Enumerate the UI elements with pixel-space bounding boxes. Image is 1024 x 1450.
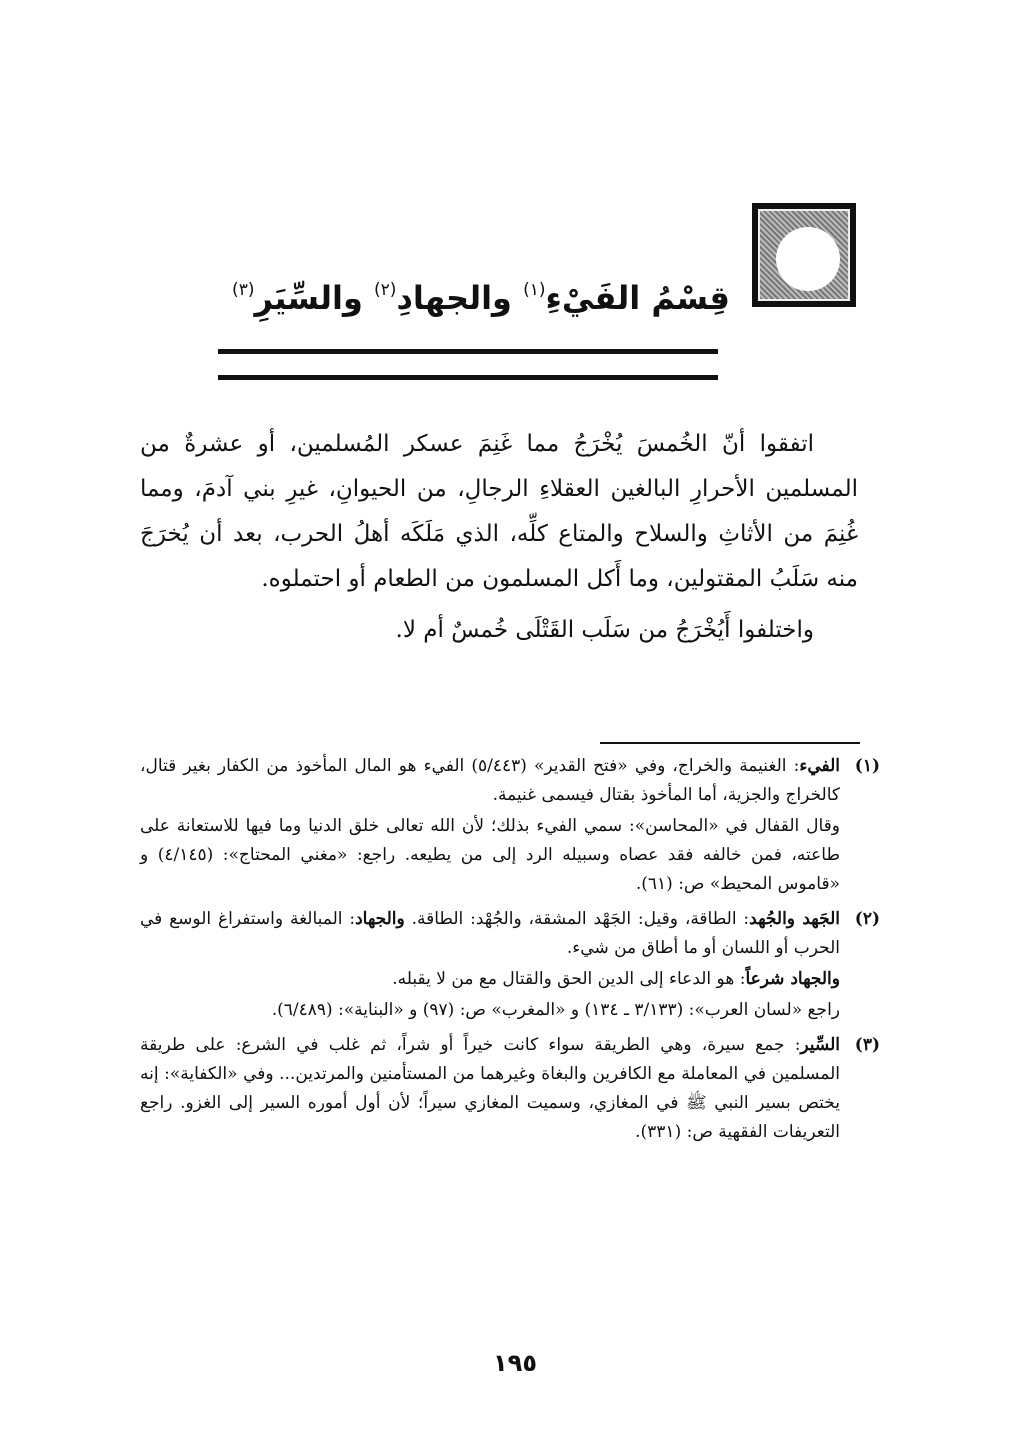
footnote-2 xyxy=(140,905,880,1025)
main-text xyxy=(140,422,858,653)
title-part-jihad: والجهادِ xyxy=(396,279,524,317)
title-footnote-ref-1[interactable]: (١) xyxy=(523,280,546,300)
footnote-1 xyxy=(140,752,880,899)
title-rule-top xyxy=(218,349,718,354)
footnote-text: وقال القفال في «المحاسن»: سمي الفيء بذلك؛ لأن الله تعالى خلق الدنيا وما فيها للاستعانة على طاعته، فمن خالفه فقد عصاه وسبيله الرد إلى من يطيعه. راجع: «مغني المحتاج»: (٤/١٤٥) و «قاموس المحيط» ص: (٦١). xyxy=(140,816,841,894)
footnote-paragraph xyxy=(140,965,840,994)
footnote-number: (٢) xyxy=(854,909,880,929)
footnote-paragraph xyxy=(140,996,840,1025)
footnote-text: : الطاقة، وقيل: الجَهْد المشقة، والجُهْد: الطاقة. xyxy=(404,909,750,929)
chapter-title xyxy=(230,262,730,318)
footnote-paragraph xyxy=(140,1031,840,1147)
chapter-ornament xyxy=(752,203,856,307)
ornament-circle xyxy=(776,227,840,291)
footnote-3 xyxy=(140,1031,880,1147)
main-paragraph-2: واختلفوا أَيُخْرَجُ من سَلَب القَتْلَى خُمسٌ أم لا. xyxy=(395,617,814,643)
footnote-term: الفيء xyxy=(799,756,841,776)
ornament-frame xyxy=(758,209,850,301)
footnote-text: : الغنيمة والخراج، وفي «فتح القدير» (٥/٤٤٣) الفيء هو المال المأخوذ من الكفار بغير قتال، كالخراج والجزية، أما المأخوذ بقتال فيسمى غنيمة. xyxy=(140,756,840,805)
title-rule-bottom xyxy=(218,375,718,380)
footnote-text: : هو الدعاء إلى الدين الحق والقتال مع من لا يقبله. xyxy=(392,969,746,989)
footnote-paragraph xyxy=(140,812,840,899)
title-footnote-ref-2[interactable]: (٢) xyxy=(374,280,397,300)
footnote-term: السِّير xyxy=(800,1035,840,1055)
footnote-number: (٣) xyxy=(854,1035,880,1055)
title-footnote-ref-3[interactable]: (٣) xyxy=(232,280,255,300)
footnote-paragraph xyxy=(140,905,840,963)
footnote-paragraph xyxy=(140,752,840,810)
footnote-text: راجع «لسان العرب»: (٣/١٣٣ ـ ١٣٤) و «المغرب» ص: (٩٧) و «البناية»: (٦/٤٨٩). xyxy=(271,1000,840,1020)
footnote-text: : جمع سيرة، وهي الطريقة سواء كانت خيراً أو شراً، ثم غلب في الشرع: على طريقة المسلمين في المعاملة مع الكافرين والبغاة وغيرهما من المستأمنين والمرتدين... وفي «الكفاية»: إنه يختص بسير النبي ﷺ في المغازي، وسميت المغازي سيراً؛ لأن أول أموره السير إلى الغزو. راجع التعريفات الفقهية ص: (٣٣١). xyxy=(140,1035,840,1142)
main-paragraph-1: اتفقوا أنّ الخُمسَ يُخْرَجُ مما غَنِمَ عسكر المُسلمين، أو عشرةٌ من المسلمين الأحرارِ البالغين العقلاءِ الرجالِ، من الحيوانِ، غيرِ بني آدمَ، ومما غُنِمَ من الأثاثِ والسلاح والمتاع كلِّه، الذي مَلَكَه أهلُ الحرب، بعد أن يُخرَجَ منه سَلَبُ المقتولين، وما أَكل المسلمون من الطعام أو احتملوه. xyxy=(140,431,858,592)
footnote-term: والجهاد xyxy=(355,909,405,929)
page-number: ١٩٥ xyxy=(493,1349,537,1377)
title-part-fay: قِسْمُ الفَيْءِ xyxy=(545,279,730,317)
footnote-number: (١) xyxy=(854,756,880,776)
footnote-separator xyxy=(600,742,860,744)
footnote-term: والجهاد شرعاً xyxy=(745,969,840,989)
footnotes xyxy=(140,752,880,1153)
footnote-text: : المبالغة واستفراغ الوسع في الحرب أو اللسان أو ما أطاق من شيء. xyxy=(140,909,840,958)
title-part-siyar: والسِّيَرِ xyxy=(254,279,375,317)
footnote-term: الجَهد والجُهد xyxy=(749,909,840,929)
